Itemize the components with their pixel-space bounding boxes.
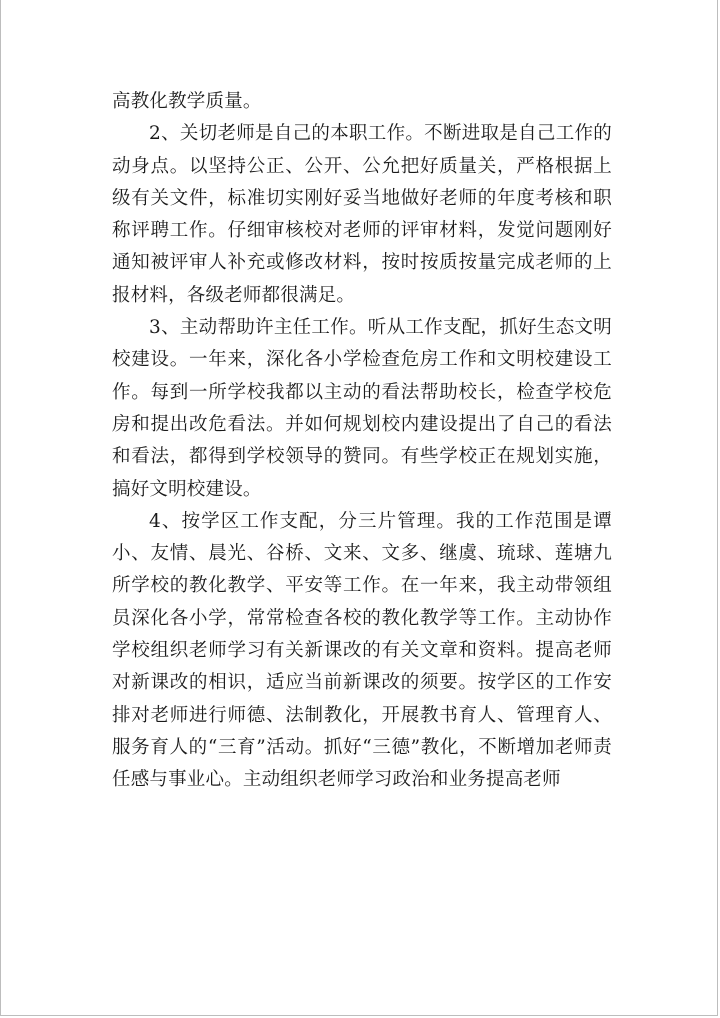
- document-body: [112, 86, 612, 797]
- paragraph-item-3: 3、主动帮助许主任工作。听从工作支配，抓好生态文明校建设。一年来，深化各小学检查危房工作和文明校建设工作。每到一所学校我都以主动的看法帮助校长，检查学校危房和提出改危看法。并如何规划校内建设提出了自己的看法和看法，都得到学校领导的赞同。有些学校正在规划实施，搞好文明校建设。: [112, 317, 612, 500]
- paragraph-item-4: 4、按学区工作支配，分三片管理。我的工作范围是谭小、友情、晨光、谷桥、文来、文多、继虞、琉球、莲塘九所学校的教化教学、平安等工作。在一年来，我主动带领组员深化各小学，常常检查各校的教化教学等工作。主动协作学校组织老师学习有关新课改的有关文章和资料。提高老师对新课改的相识，适应当前新课改的须要。按学区的工作安排对老师进行师德、法制教化，开展教书育人、管理育人、服务育人的“三育”活动。抓好“三德”教化，不断增加老师责任感与事业心。主动组织老师学习政治和业务提高老师: [112, 510, 612, 791]
- paragraph-item-2: 2、关切老师是自己的本职工作。不断进取是自己工作的动身点。以坚持公正、公开、公允把好质量关，严格根据上级有关文件，标准切实刚好妥当地做好老师的年度考核和职称评聘工作。仔细审核校对老师的评审材料，发觉问题刚好通知被评审人补充或修改材料，按时按质按量完成老师的上报材料，各级老师都很满足。: [112, 123, 612, 306]
- paragraph-1-tail: 高教化教学质量。: [112, 91, 262, 112]
